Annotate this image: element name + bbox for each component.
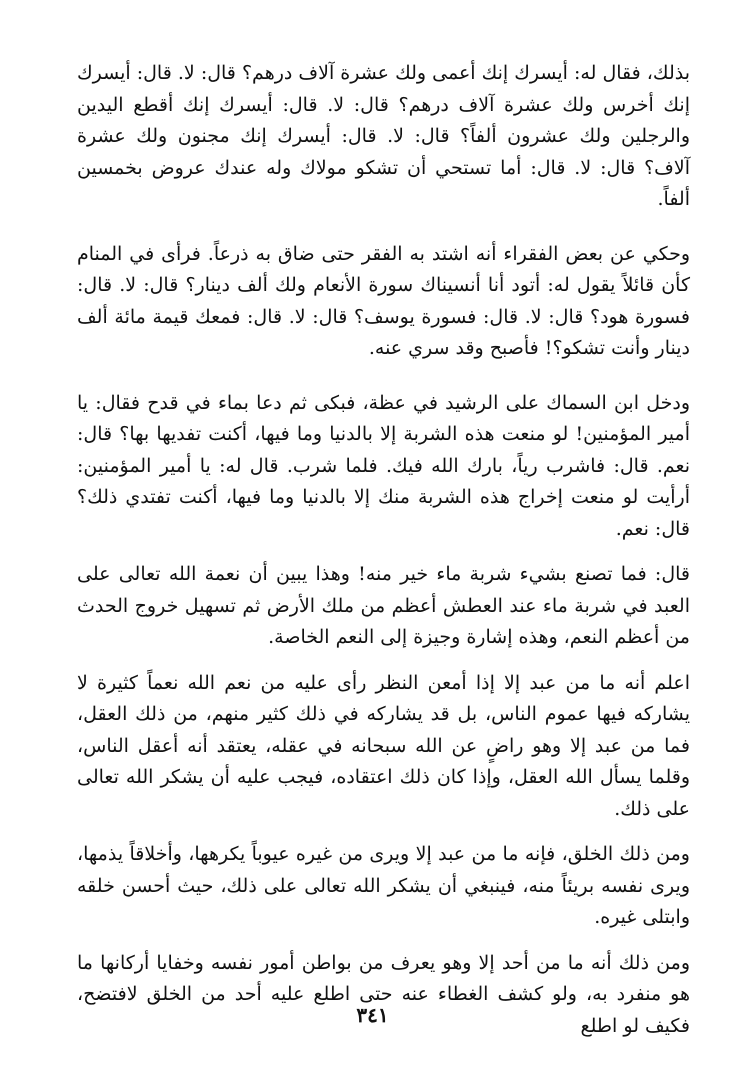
paragraph-2: وحكي عن بعض الفقراء أنه اشتد به الفقر حتى ضاق به ذرعاً. فرأى في المنام كأن قائلاً يقول له: أتود أنا أنسيناك سورة الأنعام ولك ألف دينار؟ قال: لا. قال: فسورة هود؟ قال: لا. قال: فسورة يوسف؟ قال: لا. قال: فمعك قيمة مائة ألف دينار وأنت تشكو؟! فأصبح وقد سري عنه. (77, 242, 690, 359)
paragraph-6: ومن ذلك الخلق، فإنه ما من عبد إلا ويرى من غيره عيوباً يكرهها، وأخلاقاً يذمها، ويرى نفسه بريئاً منه، فينبغي أن يشكر الله تعالى على ذلك، حيث أحسن خلقه وابتلى غيره. (77, 843, 690, 928)
body-text (77, 58, 690, 1056)
paragraph-1: بذلك، فقال له: أيسرك إنك أعمى ولك عشرة آلاف درهم؟ قال: لا. قال: أيسرك إنك أخرس ولك عشرة آلاف درهم؟ قال: لا. قال: أيسرك إنك أقطع اليدين والرجلين ولك عشرون ألفاً؟ قال: لا. قال: أيسرك إنك مجنون ولك عشرة آلاف؟ قال: لا. قال: أما تستحي أن تشكو مولاك وله عندك عروض بخمسين ألفاً. (77, 62, 690, 210)
paragraph-3: ودخل ابن السماك على الرشيد في عظة، فبكى ثم دعا بماء في قدح فقال: يا أمير المؤمنين! لو منعت هذه الشربة إلا بالدنيا وما فيها، أكنت تفديها بها؟ قال: نعم. قال: فاشرب رياً، بارك الله فيك. فلما شرب. قال له: يا أمير المؤمنين: أرأيت لو منعت إخراج هذه الشربة منك إلا بالدنيا وما فيها، أكنت تفتدي ذلك؟ قال: نعم. (77, 391, 690, 540)
paragraph-5: اعلم أنه ما من عبد إلا إذا أمعن النظر رأى عليه من نعم الله نعماً كثيرة لا يشاركه فيها عموم الناس، بل قد يشاركه في ذلك كثير منهم، من ذلك العقل، فما من عبد إلا وهو راضٍ عن الله سبحانه في عقله، يعتقد أنه أعقل الناس، وقلما يسأل الله العقل، وإذا كان ذلك اعتقاده، فيجب عليه أن يشكر الله تعالى على ذلك. (77, 671, 691, 820)
page-number: ٣٤١ (356, 1003, 389, 1027)
paragraph-7: ومن ذلك أنه ما من أحد إلا وهو يعرف من بواطن أمور نفسه وخفايا أركانها ما هو منفرد به، ولو كشف الغطاء عنه حتى اطلع عليه أحد من الخلق لافتضح، فكيف لو اطلع (77, 951, 690, 1037)
paragraph-4: قال: فما تصنع بشيء شربة ماء خير منه! وهذا يبين أن نعمة الله تعالى على العبد في شربة ماء عند العطش أعظم من ملك الأرض ثم تسهيل خروج الحدث من أعظم النعم، وهذه إشارة وجيزة إلى النعم الخاصة. (77, 563, 690, 648)
